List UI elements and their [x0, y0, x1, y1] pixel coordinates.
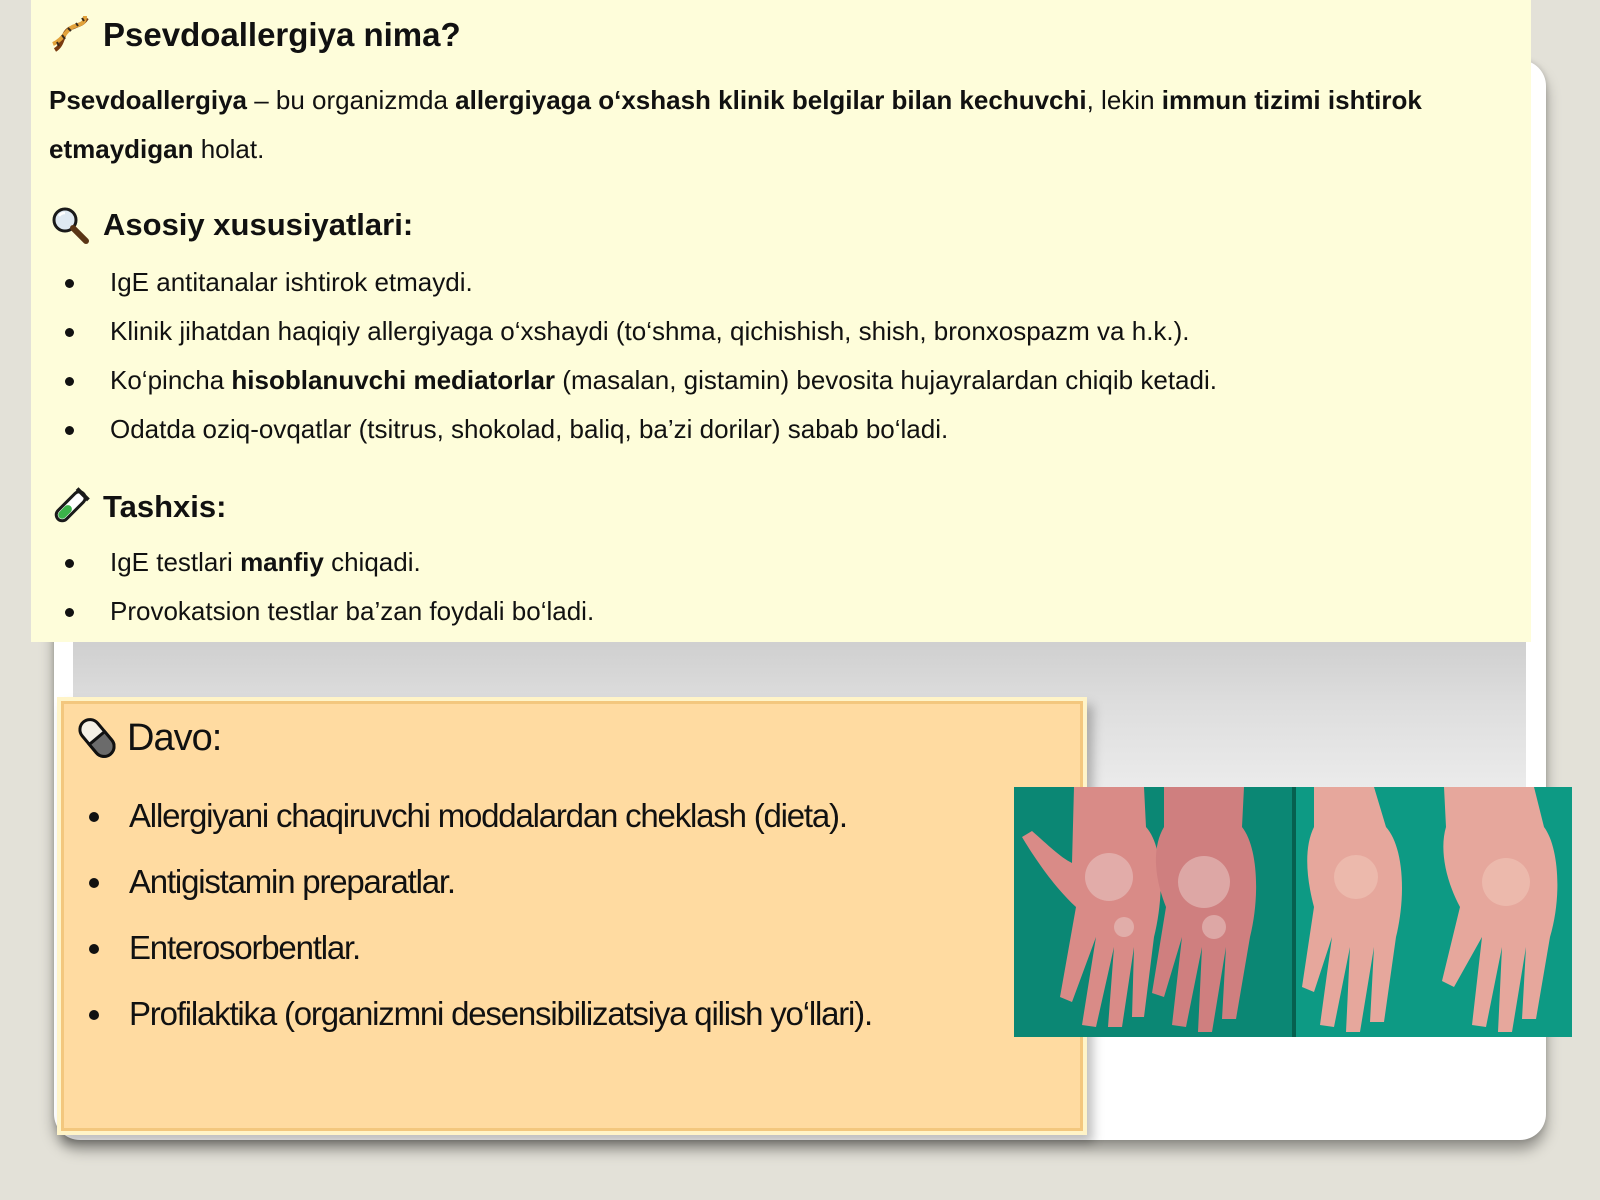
list-item	[61, 849, 872, 915]
list-item	[31, 307, 1217, 356]
definition-text-3: holat.	[193, 134, 265, 164]
section-heading-features	[49, 204, 413, 246]
list-item-text: Profilaktika (organizmni desensibilizatsiya qilish yo‘llari).	[129, 995, 872, 1032]
hands-rash-photo	[1014, 787, 1572, 1037]
list-item	[31, 587, 594, 636]
bullet-icon	[89, 878, 99, 888]
treatment-title: Davo:	[127, 716, 222, 759]
definition-text-1: – bu organizmda	[247, 85, 456, 115]
features-list	[31, 258, 1217, 454]
treatment-box	[57, 697, 1087, 1135]
list-item-text: Antigistamin preparatlar.	[129, 863, 455, 900]
treatment-list	[61, 783, 872, 1047]
bullet-icon	[65, 559, 74, 568]
list-item-text: Ko‘pincha	[110, 365, 232, 395]
section-heading-treatment	[77, 715, 221, 761]
dna-icon	[49, 14, 91, 56]
list-item-text: Provokatsion testlar ba’zan foydali bo‘ladi.	[110, 596, 595, 626]
list-item-text: Odatda oziq-ovqatlar (tsitrus, shokolad, baliq, ba’zi dorilar) sabab bo‘ladi.	[110, 414, 949, 444]
list-item-bold: hisoblanuvchi mediatorlar	[231, 365, 556, 395]
test-tube-icon	[49, 486, 91, 528]
bullet-icon	[65, 608, 74, 617]
definition-term: Psevdoallergiya	[49, 85, 247, 115]
list-item	[31, 356, 1217, 405]
list-item-text: chiqadi.	[323, 547, 421, 577]
list-item-text: Allergiyani chaqiruvchi moddalardan cheklash (dieta).	[129, 797, 847, 834]
list-item-text: Enterosorbentlar.	[129, 929, 360, 966]
bullet-icon	[89, 1010, 99, 1020]
diagnosis-title: Tashxis:	[103, 489, 227, 524]
list-item-text: (masalan, gistamin) bevosita hujayralardan chiqib ketadi.	[555, 365, 1217, 395]
definition-bold-2: immun tizimi ishtirok etmaydigan	[49, 85, 1422, 164]
list-item	[31, 258, 1217, 307]
list-item	[61, 915, 872, 981]
definition-paragraph	[49, 76, 1499, 174]
definition-text-2: , lekin	[1086, 85, 1162, 115]
bullet-icon	[65, 377, 74, 386]
list-item-text: IgE antitanalar ishtirok etmaydi.	[110, 267, 473, 297]
diagnosis-list	[31, 538, 594, 636]
list-item-text: Klinik jihatdan haqiqiy allergiyaga o‘xshaydi (to‘shma, qichishish, shish, bronxospazm va h.k.).	[110, 316, 1190, 346]
bullet-icon	[65, 426, 74, 435]
section-heading-intro	[49, 14, 461, 56]
magnifier-icon	[49, 204, 91, 246]
list-item-bold: manfiy	[240, 547, 324, 577]
bullet-icon	[89, 944, 99, 954]
list-item	[61, 981, 872, 1047]
bullet-icon	[65, 279, 74, 288]
intro-title: Psevdoallergiya nima?	[103, 16, 461, 53]
info-panel	[31, 0, 1531, 642]
list-item-text: IgE testlari	[110, 547, 241, 577]
definition-bold-1: allergiyaga o‘xshash klinik belgilar bilan kechuvchi	[455, 85, 1087, 115]
bullet-icon	[89, 812, 99, 822]
list-item	[31, 538, 594, 587]
features-title: Asosiy xususiyatlari:	[103, 207, 414, 242]
list-item	[61, 783, 872, 849]
pill-icon	[77, 715, 117, 761]
section-heading-diagnosis	[49, 486, 226, 528]
list-item	[31, 405, 1217, 454]
bullet-icon	[65, 328, 74, 337]
